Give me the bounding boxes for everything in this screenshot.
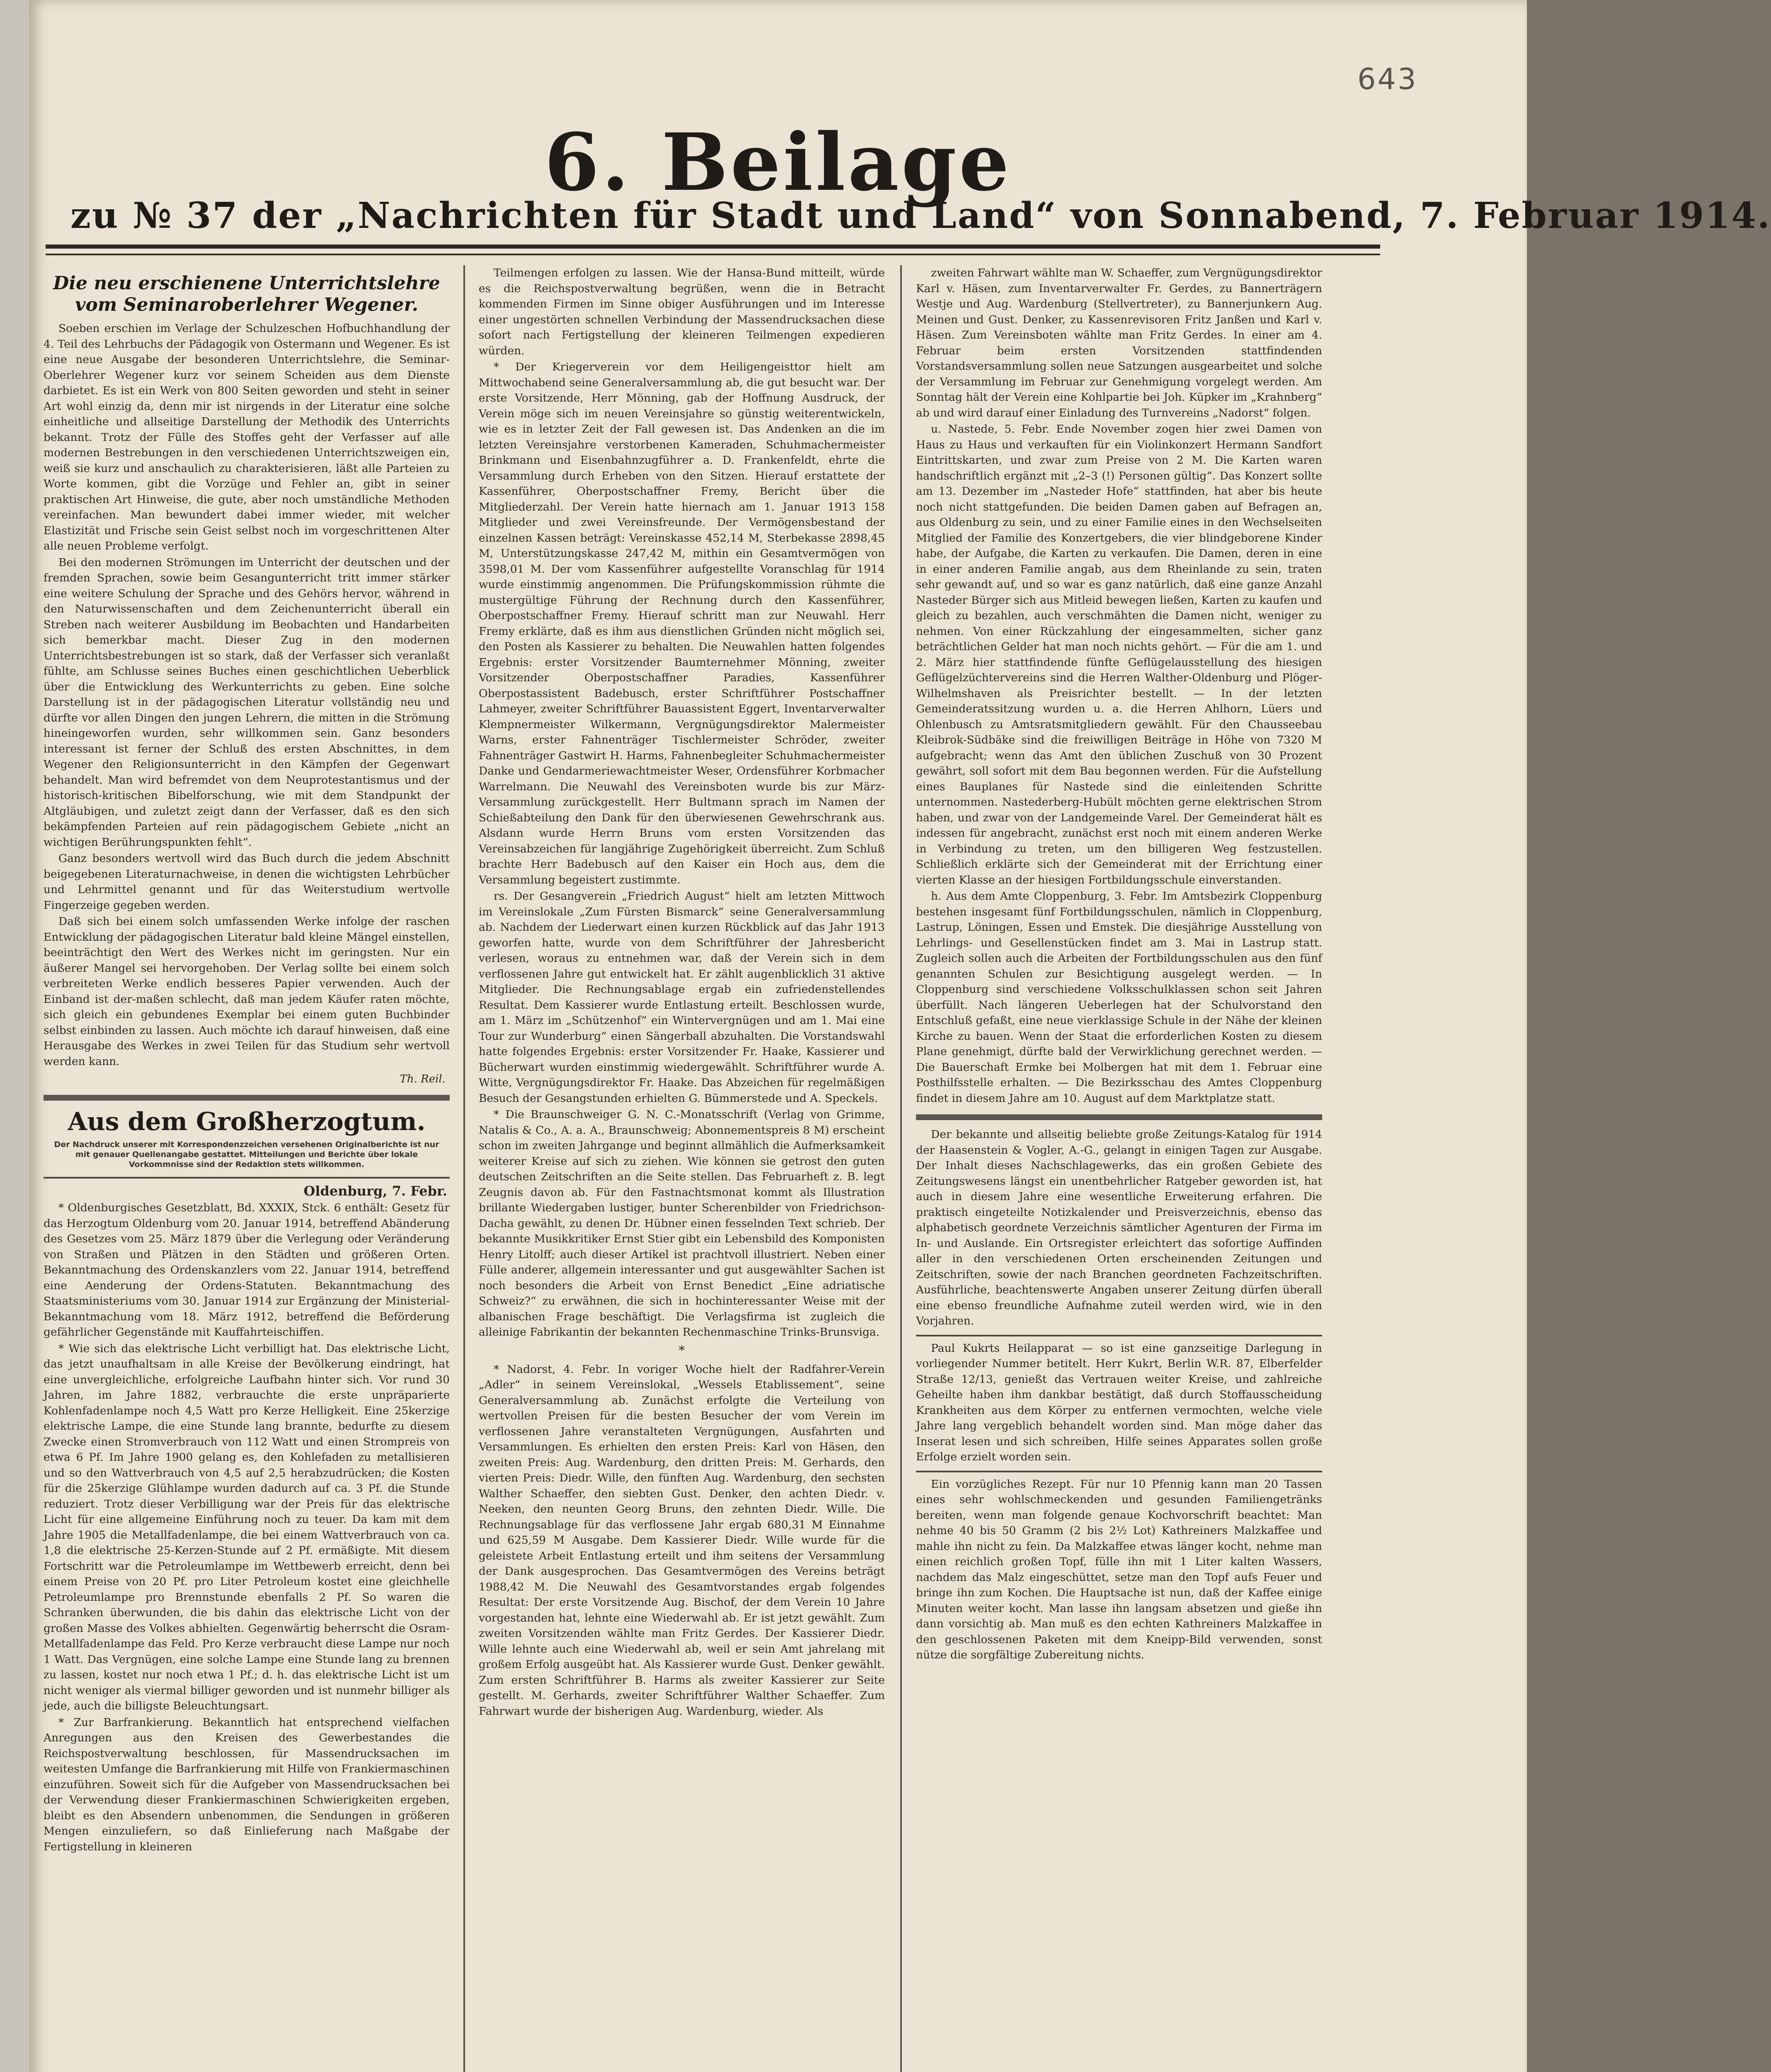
- section-title: Aus dem Großherzogtum.: [68, 1107, 426, 1136]
- news-item: * Nadorst, 4. Febr. In voriger Woche hielt der Radfahrer-Verein „Adler“ in seinem Vereinslokal, „Wessels Etablissement“, seine Generalversammlung ab. Zunächst erfolgte die Verteilung von wertvollen Preisen für die besten Besucher der vom Verein im verflossenen Jahre veranstalteten Vergnügungen, Ausfahrten und Versammlungen. Es erhielten den ersten Preis: Karl von Häsen, den zweiten Preis: Aug. Wardenburg, den dritten Preis: M. Gerhards, den vierten Preis: Diedr. Wille, den fünften Aug. Wardenburg, den sechsten Walther Schaeffer, den siebten Gust. Denker, den achten Diedr. v. Neeken, den neunten Georg Bruns, den zehnten Diedr. Wille. Die Rechnungsablage für das verflossene Jahr ergab 680,31 M Einnahme und 625,59 M Ausgabe. Dem Kassierer Diedr. Wille wurde für die geleistete Arbeit Entlastung erteilt und ihm seitens der Versammlung der Dank ausgesprochen. Das Gesamtvermögen des Vereins beträgt 1988,42 M. Die Neuwahl des Gesamtvorstandes ergab folgendes Resultat: Der erste Vorsitzende Aug. Bischof, der dem Verein 10 Jahre vorgestanden hat, lehnte eine Wiederwahl ab. Er ist jetzt gewählt. Zum zweiten Vorsitzenden wählte man Fritz Gerdes. Der Kassierer Diedr. Wille lehnte auch eine Wiederwahl ab, weil er sein Amt jahrelang mit großem Erfolg ausgeübt hat. Als Kassierer wurde Gust. Denker gewählt. Zum ersten Schriftführer B. Harms als zweiter Kassierer zur Seite gestellt. M. Gerhards, zweiter Schriftführer Walther Schaeffer. Zum Fahrwart wurde der bisherigen Aug. Wardenburg, wieder. Als: [479, 1363, 885, 1718]
- news-item: * Die Braunschweiger G. N. C.-Monatsschrift (Verlag von Grimme, Natalis & Co., A. a. A., Braunschweig; Abonnementspreis 8 M) erscheint schon im zweiten Jahrgange und beginnt allmählich die Aufmerksamkeit weiterer Kreise auf sich zu ziehen. Wie können sie getrost den guten deutschen Zeitschriften an die Seite stellen. Das Februarheft z. B. legt Zeugnis davon ab. Für den Fastnachtsmonat kommt als Illustration brillante Wiedergaben lustiger, bunter Scherenbilder von Friedrichson-Dacha gewählt, zu denen Dr. Hübner einen fesselnden Text schrieb. Der bekannte Musikkritiker Ernst Stier gibt ein Lebensbild des Komponisten Henry Litolff; auch dieser Artikel ist prachtvoll illustriert. Neben einer Fülle anderer, allgemein interessanter und gut ausgewählter Sachen ist noch besonders die Arbeit von Ernst Benedict „Eine adriatische Schweiz?“ zu erwähnen, die sich in hochinteressanter Weise mit der albanischen Frage beschäftigt. Die Verlagsfirma ist zugleich die alleinige Fabrikantin der bekannten Rechenmaschine Trinks-Brunsviga.: [479, 1108, 885, 1339]
- news-item: Teilmengen erfolgen zu lassen. Wie der Hansa-Bund mitteilt, würde es die Reichspostverwaltung begrüßen, wenn die in Betracht kommenden Firmen im Sinne obiger Ausführungen und im Interesse einer ungestörten schnellen Verbindung der Massendrucksachen diese sofort nach Fertigstellung der kleineren Teilmengen expedieren würden.: [479, 266, 885, 357]
- news-item: zweiten Fahrwart wählte man W. Schaeffer, zum Vergnügungsdirektor Karl v. Häsen, zum Inventarverwalter Fr. Gerdes, zu Bannerträgern Westje und Aug. Wardenburg (Stellvertreter), zu Bannerjunkern Aug. Meinen und Gust. Denker, zu Kassenrevisoren Fritz Janßen und Karl v. Häsen. Zum Vereinsboten wählte man Fritz Gerdes. In einer am 4. Februar beim ersten Vorsitzenden stattfindenden Vorstandsversammlung sollen neue Satzungen ausgearbeitet und solche der Versammlung im Februar zur Genehmigung vorgelegt werden. Am Sonntag hält der Verein eine Kohlpartie bei Joh. Küpker im „Krahnberg“ ab und wird darauf einer Einladung des Turnvereins „Nadorst“ folgen.: [916, 266, 1322, 419]
- page-number: 643: [1357, 62, 1418, 96]
- news-item: * Oldenburgisches Gesetzblatt, Bd. XXXIX, Stck. 6 enthält: Gesetz für das Herzogtum Oldenburg vom 20. Januar 1914, betreffend Abänderung des Gesetzes vom 25. März 1879 über die Verlegung oder Veränderung von Straßen und Plätzen in den Städten und größeren Orten. Bekanntmachung des Ordenskanzlers vom 22. Januar 1914, betreffend eine Aenderung der Ordens-Statuten. Bekanntmachung des Staatsministeriums vom 30. Januar 1914 zur Ergänzung der Ministerial-Bekanntmachung vom 18. März 1912, betreffend die Beförderung gefährlicher Gegenstände mit Kauffahrteischiffen.: [44, 1201, 450, 1339]
- news-item: rs. Der Gesangverein „Friedrich August“ hielt am letzten Mittwoch im Vereinslokale „Zum Fürsten Bismarck“ seine Generalversammlung ab. Nachdem der Liederwart einen kurzen Rückblick auf das Jahr 1913 geworfen hatte, wurde von dem Schriftführer der Jahresbericht verlesen, woraus zu entnehmen war, daß der Verein sich in dem verflossenen Jahre gut entwickelt hat. Er zählt augenblicklich 31 aktive Mitglieder. Die Rechnungsablage ergab ein zufriedenstellendes Resultat. Dem Kassierer wurde Entlastung erteilt. Beschlossen wurde, am 1. März im „Schützenhof“ ein Wintervergnügen und am 1. Mai eine Tour zur Wunderburg“ einen Sängerball abzuhalten. Die Vorstandswahl hatte folgendes Ergebnis: erster Vorsitzender Fr. Haake, Kassierer und Bücherwart wurden einstimmig wiedergewählt. Schriftführer wurde A. Witte, Vergnügungsdirektor Fr. Haake. Das Abzeichen für regelmäßigen Besuch der Gesangstunden erhielten G. Bümmerstede und A. Speckels.: [479, 890, 885, 1105]
- news-item: u. Nastede, 5. Febr. Ende November zogen hier zwei Damen von Haus zu Haus und verkauften für ein Violinkonzert Hermann Sandfort Eintrittskarten, und zwar zum Preise von 2 M. Die Karten waren handschriftlich ergänzt mit „2–3 (!) Personen gültig“. Das Konzert sollte am 13. Dezember im „Nasteder Hofe“ stattfinden, hat aber bis heute noch nicht stattgefunden. Die beiden Damen gaben auf Befragen an, aus Oldenburg zu sein, und zu einer Familie eines in den Wechselseiten Mitglied der Familie des Konzertgebers, die vier blindgeborene Kinder habe, der Aufgabe, die Karten zu verkaufen. Die Damen, deren in eine in einer anderen Familie angab, aus dem Rheinlande zu sein, traten sehr gewandt auf, und so war es ganz natürlich, daß eine ganze Anzahl Nasteder Bürger sich aus Mitleid bewegen ließen, Karten zu kaufen und gleich zu bezahlen, auch verschmähten die Damen nicht, weniger zu nehmen. Von einer Rückzahlung der eingesammelten, sicher ganz beträchtlichen Gelder hat man noch nichts gehört. — Für die am 1. und 2. März hier stattfindende fünfte Geflügelausstellung des hiesigen Geflügelzüchtervereins sind die Herren Walther-Oldenburg und Plöger-Wilhelmshaven als Preisrichter bestellt. — In der letzten Gemeinderatssitzung wurden u. a. die Herren Ahlhorn, Lüers und Ohlenbusch zu Amtsratsmitgliedern gewählt. Für den Chausseebau Kleibrok-Südbäke sind die freiwilligen Beiträge in Höhe von 7320 M aufgebracht; wenn das Amt den üblichen Zuschuß von 30 Prozent gewährt, soll sofort mit dem Bau begonnen werden. Für die Aufstellung eines Bauplanes für Nastede sind die einleitenden Schritte unternommen. Nastederberg-Hubült möchten gerne elektrischen Strom haben, und zwar von der Landgemeinde Varel. Der Gemeinderat hält es indessen für angebracht, zunächst erst noch mit einem anderen Werke in Verbindung zu treten, um den billigeren Weg festzustellen. Schließlich erklärte sich der Gemeinderat mit der Errichtung einer vierten Klasse an der hiesigen Fortbildungsschule einverstanden.: [916, 423, 1322, 886]
- advertorial-item: Paul Kukrts Heilapparat — so ist eine ganzseitige Darlegung in vorliegender Nummer betitelt. Herr Kukrt, Berlin W.R. 87, Elberfelder Straße 12/13, genießt das Vertrauen weiter Kreise, und zahlreiche Geheilte haben ihm dankbar bestätigt, daß durch Stoffausscheidung Krankheiten aus dem Körper zu entfernen vermochten, welche viele Jahre lang vergeblich behandelt worden sind. Man möge daher das Inserat lesen und sich schreiben, Hilfe seines Apparates sollen große Erfolge erzielt worden sein.: [916, 1341, 1322, 1463]
- masthead-rule-thin: [46, 254, 1380, 255]
- masthead-subline: zu № 37 der „Nachrichten für Stadt und Land“ von Sonnabend, 7. Februar 1914.: [70, 195, 1771, 237]
- article-paragraph: Ganz besonders wertvoll wird das Buch durch die jedem Abschnitt beigegebenen Literaturnachweise, in denen die wichtigsten Lehrbücher und Lehrmittel genannt und für das Weiterstudium wertvolle Fingerzeige gegeben werden.: [44, 852, 450, 912]
- column-1: [44, 265, 450, 2072]
- advertorial-item: Ein vorzügliches Rezept. Für nur 10 Pfennig kann man 20 Tassen eines sehr wohlschmeckenden und gesunden Familiengetränks bereiten, wenn man folgende genaue Kochvorschrift beachtet: Man nehme 40 bis 50 Gramm (2 bis 2½ Lot) Kathreiners Malzkaffee und mahle ihn nicht zu fein. Da Malzkaffee etwas länger kocht, nehme man einen reichlich großen Topf, fülle ihn mit 1 Liter kalten Wassers, nachdem das Malz eingeschüttet, setze man den Topf aufs Feuer und bringe ihn zum Kochen. Die Hauptsache ist nun, daß der Kaffee einige Minuten weiter kocht. Man lasse ihn langsam absetzen und gieße ihn dann vorsichtig ab. Man muß es den echten Kathreiners Malzkaffee in den geschlossenen Paketen mit dem Kneipp-Bild verwenden, sonst nütze die sorgfältige Zubereitung nichts.: [916, 1477, 1322, 1661]
- section-reprint-note: Der Nachdruck unserer mit Korrespondenzzeichen versehenen Originalberichte ist nur mit genauer Quellenangabe gestattet. Mitteilungen und Berichte über lokale Vorkommnisse sind der Redaktion stets willkommen.: [54, 1140, 439, 1169]
- dateline: Oldenburg, 7. Febr.: [303, 1183, 447, 1199]
- section-rule-thin: [44, 1177, 450, 1179]
- advertorial-item: Der bekannte und allseitig beliebte große Zeitungs-Katalog für 1914 der Haasenstein & Vogler, A.-G., gelangt in einigen Tagen zur Ausgabe. Der Inhalt dieses Nachschlagewerks, das ein großen Gebiete des Zeitungswesens längst ein unentbehrlicher Ratgeber geworden ist, hat auch in diesem Jahre eine wesentliche Erweiterung erfahren. Die praktisch eingeteilte Notizkalender und Preisverzeichnis, ebenso das alphabetisch geordnete Verzeichnis sämtlicher Agenturen der Firma im In- und Auslande. Ein Ortsregister erleichtert das sofortige Auffinden aller in den verschiedenen Orten erscheinenden Zeitungen und Zeitschriften, sowie der nach Branchen geordneten Fachzeitschriften. Ausführliche, beachtenswerte Angaben unserer Zeitung dürfen überall eine ebenso freundliche Aufnahme zuteil werden wird, wie in den Vorjahren.: [916, 1128, 1322, 1327]
- article-paragraph: Daß sich bei einem solch umfassenden Werke infolge der raschen Entwicklung der pädagogischen Literatur bald kleine Mängel einstellen, beeinträchtigt den Wert des Werkes nicht im geringsten. Nur ein äußerer Mangel sei hervorgehoben. Der Verlag sollte bei einem solch verbreiteten Werke endlich besseres Papier verwenden. Auch der Einband ist der-maßen schlecht, daß man jedem Käufer raten möchte, sich gleich ein gebundenes Exemplar bei einem guten Buchbinder selbst einbinden zu lassen. Auch möchte ich darauf hinweisen, daß eine Herausgabe des Werkes in zwei Teilen für das Studium sehr wertvoll werden kann.: [44, 915, 450, 1068]
- notice-block: [916, 1335, 1322, 1465]
- section-rule: [916, 1114, 1322, 1120]
- column-divider: [463, 265, 465, 2072]
- masthead-title: 6. Beilage: [544, 116, 1012, 208]
- news-item: h. Aus dem Amte Cloppenburg, 3. Febr. Im Amtsbezirk Cloppenburg bestehen insgesamt fünf Fortbildungsschulen, nämlich in Cloppenburg, Lastrup, Löningen, Essen und Emstek. Die diesjährige Ausstellung von Lehrlings- und Gesellenstücken findet am 3. Mai in Lastrup statt. Zugleich sollen auch die Arbeiten der Fortbildungsschulen aus den fünf genannten Schulen zur Besichtigung ausgelegt werden. — In Cloppenburg sind verschiedene Volksschulklassen schon seit Jahren überfüllt. Nach längeren Ueberlegen hat der Schulvorstand den Entschluß gefaßt, eine neue vierklassige Schule in der Nähe der kleinen Kirche zu bauen. Wenn der Staat die erforderlichen Kosten zu diesem Plane genehmigt, dürfte bald der Verwirklichung gerechnet werden. — Die Bauerschaft Ermke bei Molbergen hat mit dem 1. Februar eine Posthilfsstelle erhalten. — Die Bezirksschau des Amtes Cloppenburg findet in diesem Jahre am 10. August auf dem Marktplatze statt.: [916, 890, 1322, 1105]
- article-signature: Th. Reil.: [400, 1073, 446, 1085]
- masthead-rule: [46, 244, 1380, 249]
- article-paragraph: Soeben erschien im Verlage der Schulzeschen Hofbuchhandlung der 4. Teil des Lehrbuchs der Pädagogik von Ostermann und Wegener. Es ist eine neue Ausgabe der besonderen Unterrichtslehre, die Seminar-Oberlehrer Wegener kurz vor seinem Scheiden aus dem Dienste darbietet. Es ist ein Werk von 800 Seiten geworden und steht in seiner Art wohl einzig da, denn mir ist nirgends in der Literatur eine solche einheitliche und allseitige Darstellung der Methodik des Unterrichts bekannt. Trotz der Fülle des Stoffes geht der Verfasser auf alle modernen Bestrebungen in den verschiedenen Unterrichtszweigen ein, weiß sie kurz und anschaulich zu charakterisieren, läßt alle Parteien zu Worte kommen, gibt die Vorzüge und Fehler an, gibt in seiner praktischen Art Hinweise, die gute, aber noch umständliche Methoden vereinfachen. Man bewundert dabei immer wieder, mit welcher Elastizität und Frische sein Geist selbst noch im vorgeschrittenen Alter alle neuen Probleme verfolgt.: [44, 322, 450, 552]
- article-paragraph: Bei den modernen Strömungen im Unterricht der deutschen und der fremden Sprachen, sowie beim Gesangunterricht tritt immer stärker eine weitere Schulung der Sprache und des Gehörs hervor, während in den Naturwissenschaften und dem Zeichenunterricht überall ein Streben nach weiterer Ausbildung im Beobachten und Handarbeiten sich bemerkbar macht. Dieser Zug in den modernen Unterrichtsbestrebungen ist so stark, daß der Verfasser sich veranlaßt fühlte, am Schlusse seines Buches einen geschichtlichen Ueberblick über die Entwicklung des Werkunterrichts zu geben. Eine solche Darstellung ist in der pädagogischen Literatur vollständig neu und dürfte vor allen Dingen den jungen Lehrern, die mitten in die Strömung hineingeworfen wurden, sehr willkommen sein. Ganz besonders interessant ist ferner der Schluß des ersten Abschnittes, in dem Wegener den Religionsunterricht in den Kämpfen der Gegenwart behandelt. Man wird befremdet von dem Neuprotestantismus und der historisch-kritischen Bibelforschung, wie mit dem Standpunkt der Altgläubigen, und zuletzt zeigt dann der Verfasser, daß es den sich bekämpfenden Parteien auf rein pädagogischem Gebiete „nicht an wichtigen Berührungspunkten fehlt“.: [44, 556, 450, 849]
- column-2: [479, 265, 885, 2072]
- newspaper-page: [29, 0, 1771, 2072]
- article-title: Die neu erschienene Unterrichtslehre vom Seminaroberlehrer Wegener.: [53, 273, 440, 315]
- column-3: [916, 265, 1322, 2072]
- news-item: * Wie sich das elektrische Licht verbilligt hat. Das elektrische Licht, das jetzt unaufhaltsam in alle Kreise der Bevölkerung eindringt, hat eine unvergleichliche, erfolgreiche Laufbahn hinter sich. Vor rund 30 Jahren, im Jahre 1882, verbrauchte die erste unpräparierte Kohlenfadenlampe noch 4,5 Watt pro Kerze Helligkeit. Eine 25kerzige elektrische Lampe, die eine Stunde lang brannte, bedurfte zu diesem Zwecke einen Stromverbrauch von 112 Watt und einen Strompreis von etwa 6 Pf. Im Jahre 1900 gelang es, den Kohlefaden zu metallisieren und so den Wattverbrauch von 4,5 auf 2,5 herabzudrücken; die Kosten für die 25kerzige Glühlampe wurden dadurch auf ca. 3 Pf. die Stunde reduziert. Trotz dieser Verbilligung war der Preis für das elektrische Licht für eine allgemeine Einführung noch zu teuer. Da kam mit dem Jahre 1905 die Metallfadenlampe, die bei einem Wattverbrauch von ca. 1,8 die elektrische 25-Kerzen-Stunde auf 2 Pf. ermäßigte. Mit diesem Fortschritt war die Petroleumlampe im Wettbewerb erreicht, denn bei einem Preise von 20 Pf. pro Liter Petroleum kostet eine gleichhelle Petroleumlampe pro Brennstunde ebenfalls 2 Pf. So waren die Schranken überwunden, die bis dahin das elektrische Licht von der großen Masse des Volkes abhielten. Gegenwärtig beherrscht die Osram-Metallfadenlampe das Feld. Pro Kerze verbraucht diese Lampe nur noch 1 Watt. Das Vergnügen, eine solche Lampe eine Stunde lang zu brennen zu lassen, kostet nur noch etwa 1 Pf.; d. h. das elektrische Licht ist um nicht weniger als viermal billiger geworden und ist nunmehr billiger als jede, auch die billigste Beleuchtungsart.: [44, 1342, 450, 1712]
- news-item: * Der Kriegerverein vor dem Heiligengeisttor hielt am Mittwochabend seine Generalversammlung ab, die gut besucht war. Der erste Vorsitzende, Herr Mönning, gab der Hoffnung Ausdruck, der Verein möge sich im neuen Vereinsjahre so günstig weiterentwickeln, wie es in letzter Zeit der Fall gewesen ist. Das Andenken an die im letzten Vereinsjahre verstorbenen Kameraden, Schuhmachermeister Brinkmann und Eisenbahnzugführer a. D. Frankenfeldt, ehrte die Versammlung durch Erheben von den Sitzen. Hierauf erstattete der Kassenführer, Oberpostschaffner Fremy, Bericht über die Mitgliederzahl. Der Verein hatte hiernach am 1. Januar 1913 158 Mitglieder und zwei Vereinsfreunde. Der Vermögensbestand der einzelnen Kassen beträgt: Vereinskasse 452,14 M, Sterbekasse 2898,45 M, Unterstützungskasse 247,42 M, mithin ein Gesamtvermögen von 3598,01 M. Der vom Kassenführer aufgestellte Voranschlag für 1914 wurde einstimmig angenommen. Die Prüfungskommission rühmte die mustergültige Führung der Rechnung durch den Kassenführer, Oberpostschaffner Fremy. Hierauf schritt man zur Neuwahl. Herr Fremy erklärte, daß es ihm aus dienstlichen Gründen nicht möglich sei, den Posten als Kassierer zu behalten. Die Neuwahlen hatten folgendes Ergebnis: erster Vorsitzender Baumternehmer Mönning, zweiter Vorsitzender Oberpostschaffner Paradies, Kassenführer Oberpostassistent Badebusch, erster Schriftführer Postschaffner Lahmeyer, zweiter Schriftführer Bauassistent Eggert, Inventarverwalter Klempnermeister Wilkermann, Vergnügungsdirektor Malermeister Warns, erster Fahnenträger Tischlermeister Schröder, zweiter Fahnenträger Gastwirt H. Harms, Fahnenbegleiter Schuhmachermeister Danke und Gendarmeriewachtmeister Weser, Ordensführer Korbmacher Warrelmann. Die Neuwahl des Vereinsboten wurde bis zur März-Versammlung zurückgestellt. Herr Bultmann sprach im Namen der Schießabteilung den Dank für den überwiesenen Gewehrschrank aus. Alsdann wurde Herrn Bruns vom ersten Vorsitzenden das Vereinsabzeichen für langjährige Zugehörigkeit überreicht. Zum Schluß brachte Herr Badebusch auf den Kaiser ein Hoch aus, dem die Versammlung begeistert zustimmte.: [479, 361, 885, 886]
- column-divider: [900, 265, 902, 2072]
- section-rule: [44, 1095, 450, 1101]
- separator-asterisk: *: [678, 1343, 685, 1358]
- news-item: * Zur Barfrankierung. Bekanntlich hat entsprechend vielfachen Anregungen aus den Kreisen des Gewerbestandes die Reichspostverwaltung beschlossen, für Massendrucksachen im weitesten Umfange die Barfrankierung mit Hilfe von Frankiermaschinen einzuführen. Soweit sich für die Aufgeber von Massendrucksachen bei der Verwendung dieser Frankiermaschinen Schwierigkeiten ergeben, bleibt es den Absendern unbenommen, die Sendungen in größeren Mengen einzuliefern, so daß Einlieferung nach Maßgabe der Fertigstellung in kleineren: [44, 1716, 450, 1853]
- notice-block: [916, 1471, 1322, 1663]
